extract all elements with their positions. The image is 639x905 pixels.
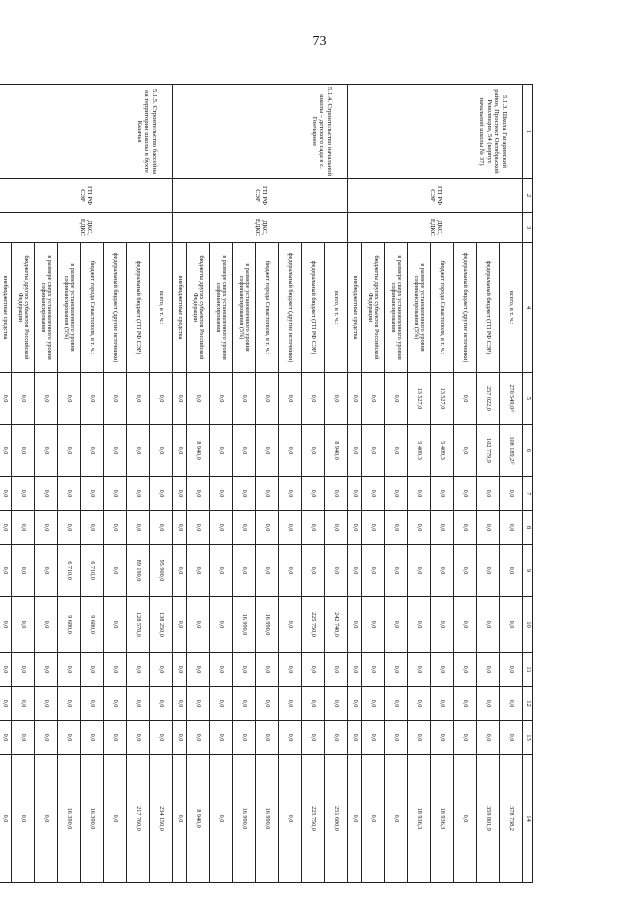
amount-cell: 138 250,0 — [150, 597, 173, 653]
amount-cell: 0,0 — [302, 721, 325, 755]
amount-cell: 0,0 — [210, 511, 233, 545]
amount-cell: 8 940,0 — [187, 425, 210, 477]
amount-cell: 0,0 — [150, 373, 173, 425]
amount-cell: 0,0 — [210, 597, 233, 653]
amount-cell: 0,0 — [233, 545, 256, 597]
amount-cell: 0,0 — [35, 425, 58, 477]
amount-cell: 0,0 — [173, 511, 187, 545]
amount-cell: 0,0 — [104, 545, 127, 597]
amount-cell: 0,0 — [35, 597, 58, 653]
amount-cell: 242 740,0 — [325, 597, 348, 653]
amount-cell: 0,0 — [431, 597, 454, 653]
amount-cell: 0,0 — [325, 477, 348, 511]
amount-cell: 0,0 — [477, 597, 500, 653]
amount-cell: 0,0 — [0, 425, 12, 477]
funding-source-cell: внебюджетные средства — [0, 243, 12, 373]
funding-source-cell: бюджет города Севастополя, в т. ч.: — [431, 243, 454, 373]
amount-cell: 0,0 — [0, 477, 12, 511]
amount-cell: 0,0 — [0, 597, 12, 653]
amount-cell: 0,0 — [302, 687, 325, 721]
amount-cell: 0,0 — [173, 597, 187, 653]
amount-cell: 0,0 — [150, 721, 173, 755]
amount-cell: 0,0 — [348, 755, 362, 883]
amount-cell: 0,0 — [0, 373, 12, 425]
amount-cell: 0,0 — [500, 511, 523, 545]
amount-cell: 5 409,3 — [408, 425, 431, 477]
amount-cell: 16 990,0 — [233, 755, 256, 883]
amount-cell: 0,0 — [173, 545, 187, 597]
amount-cell: 0,0 — [385, 477, 408, 511]
amount-cell: 0,0 — [35, 511, 58, 545]
funding-source-cell: бюджет города Севастополя, в т. ч.: — [81, 243, 104, 373]
header-cell: 12 — [523, 687, 533, 721]
amount-cell: 0,0 — [187, 597, 210, 653]
amount-cell: 0,0 — [233, 687, 256, 721]
executor-cell: ДКС, ЕДКС — [348, 213, 523, 243]
page-number: 73 — [312, 34, 327, 49]
amount-cell: 0,0 — [279, 425, 302, 477]
amount-cell: 0,0 — [500, 687, 523, 721]
amount-cell: 0,0 — [127, 687, 150, 721]
header-cell: 5 — [523, 373, 533, 425]
header-cell: 13 — [523, 721, 533, 755]
amount-cell: 0,0 — [233, 653, 256, 687]
amount-cell: 0,0 — [35, 373, 58, 425]
funding-source-cell: внебюджетные средства — [348, 243, 362, 373]
amount-cell: 0,0 — [127, 653, 150, 687]
amount-cell: 89 190,0 — [127, 545, 150, 597]
amount-cell: 13 527,0 — [408, 373, 431, 425]
header-cell: 7 — [523, 477, 533, 511]
amount-cell: 108 189,2²⁾ — [500, 425, 523, 477]
funding-source-cell: федеральный бюджет (другие источники) — [454, 243, 477, 373]
header-cell: 10 — [523, 597, 533, 653]
amount-cell: 0,0 — [233, 373, 256, 425]
amount-cell: 0,0 — [12, 755, 35, 883]
amount-cell: 0,0 — [362, 545, 385, 597]
amount-cell: 0,0 — [104, 721, 127, 755]
amount-cell: 0,0 — [454, 653, 477, 687]
amount-cell: 8 940,0 — [325, 425, 348, 477]
amount-cell: 0,0 — [81, 653, 104, 687]
amount-cell: 217 760,0 — [127, 755, 150, 883]
amount-cell: 0,0 — [325, 373, 348, 425]
funding-source-cell: федеральный бюджет (ГП РФ СЭР) — [477, 243, 500, 373]
amount-cell: 0,0 — [81, 721, 104, 755]
amount-cell: 0,0 — [256, 477, 279, 511]
item-name-cell: 5.1.3. Школа Гагаринский район, Проспект Октябрьской Революции, 54 (корпус начальной школы № 37) — [348, 85, 523, 179]
amount-cell: 0,0 — [12, 653, 35, 687]
amount-cell: 0,0 — [348, 511, 362, 545]
amount-cell: 16 990,0 — [256, 597, 279, 653]
amount-cell: 0,0 — [210, 721, 233, 755]
amount-cell: 0,0 — [210, 545, 233, 597]
amount-cell: 102 779,9 — [477, 425, 500, 477]
amount-cell: 0,0 — [454, 755, 477, 883]
amount-cell: 0,0 — [477, 477, 500, 511]
amount-cell: 0,0 — [454, 545, 477, 597]
amount-cell: 0,0 — [150, 653, 173, 687]
amount-cell: 0,0 — [348, 545, 362, 597]
amount-cell: 0,0 — [302, 373, 325, 425]
amount-cell: 0,0 — [12, 425, 35, 477]
amount-cell: 0,0 — [302, 653, 325, 687]
amount-cell: 0,0 — [173, 721, 187, 755]
amount-cell: 0,0 — [325, 545, 348, 597]
amount-cell: 0,0 — [408, 477, 431, 511]
amount-cell: 0,0 — [104, 687, 127, 721]
amount-cell: 0,0 — [302, 425, 325, 477]
column-number-row — [523, 85, 533, 883]
amount-cell: 0,0 — [348, 687, 362, 721]
amount-cell: 0,0 — [431, 511, 454, 545]
amount-cell: 0,0 — [362, 755, 385, 883]
amount-cell: 0,0 — [477, 545, 500, 597]
amount-cell: 0,0 — [385, 721, 408, 755]
amount-cell: 0,0 — [279, 373, 302, 425]
amount-cell: 0,0 — [279, 597, 302, 653]
amount-cell: 0,0 — [104, 511, 127, 545]
amount-cell: 0,0 — [454, 721, 477, 755]
amount-cell: 0,0 — [35, 755, 58, 883]
amount-cell: 0,0 — [477, 653, 500, 687]
amount-cell: 0,0 — [385, 511, 408, 545]
amount-cell: 0,0 — [256, 373, 279, 425]
amount-cell: 0,0 — [279, 511, 302, 545]
amount-cell: 0,0 — [12, 687, 35, 721]
amount-cell: 0,0 — [431, 721, 454, 755]
amount-cell: 0,0 — [104, 597, 127, 653]
program-cell: ГП РФ СЭР — [348, 179, 523, 213]
amount-cell: 0,0 — [279, 755, 302, 883]
amount-cell: 0,0 — [256, 687, 279, 721]
amount-cell: 0,0 — [58, 653, 81, 687]
program-cell: ГП РФ СЭР — [173, 179, 348, 213]
header-cell: 9 — [523, 545, 533, 597]
amount-cell: 0,0 — [279, 477, 302, 511]
amount-cell: 0,0 — [233, 477, 256, 511]
amount-cell: 0,0 — [173, 653, 187, 687]
funding-source-cell: бюджеты других субъектов Российской Федерации — [362, 243, 385, 373]
amount-cell: 0,0 — [127, 511, 150, 545]
amount-cell: 0,0 — [0, 721, 12, 755]
amount-cell: 16 990,0 — [233, 597, 256, 653]
funding-source-cell: всего, в т. ч.: — [150, 243, 173, 373]
amount-cell: 378 738,2 — [500, 755, 523, 883]
funding-source-cell: федеральный бюджет (другие источники) — [279, 243, 302, 373]
amount-cell: 0,0 — [210, 687, 233, 721]
amount-cell: 0,0 — [325, 653, 348, 687]
funding-source-cell: всего, в т. ч.: — [325, 243, 348, 373]
amount-cell: 95 900,0 — [150, 545, 173, 597]
amount-cell: 0,0 — [454, 687, 477, 721]
amount-cell: 0,0 — [173, 477, 187, 511]
amount-cell: 0,0 — [500, 545, 523, 597]
header-cell: 14 — [523, 755, 533, 883]
amount-cell: 0,0 — [81, 373, 104, 425]
amount-cell: 0,0 — [35, 687, 58, 721]
amount-cell: 0,0 — [150, 511, 173, 545]
table-row — [325, 85, 348, 883]
amount-cell: 0,0 — [385, 597, 408, 653]
amount-cell: 0,0 — [187, 687, 210, 721]
amount-cell: 0,0 — [210, 477, 233, 511]
amount-cell: 0,0 — [0, 653, 12, 687]
table-row — [150, 85, 173, 883]
amount-cell: 0,0 — [0, 545, 12, 597]
amount-cell: 0,0 — [348, 653, 362, 687]
header-cell: 2 — [523, 179, 533, 213]
amount-cell: 0,0 — [279, 545, 302, 597]
amount-cell: 0,0 — [408, 721, 431, 755]
amount-cell: 0,0 — [0, 511, 12, 545]
amount-cell: 0,0 — [348, 477, 362, 511]
amount-cell: 18 936,3 — [408, 755, 431, 883]
amount-cell: 18 936,3 — [431, 755, 454, 883]
funding-source-cell: в размере сверх установленного уровня софинансирования — [210, 243, 233, 373]
amount-cell: 0,0 — [210, 755, 233, 883]
amount-cell: 0,0 — [104, 477, 127, 511]
amount-cell: 0,0 — [127, 477, 150, 511]
amount-cell: 0,0 — [256, 653, 279, 687]
amount-cell: 0,0 — [279, 721, 302, 755]
amount-cell: 0,0 — [385, 425, 408, 477]
amount-cell: 0,0 — [127, 373, 150, 425]
amount-cell: 0,0 — [12, 511, 35, 545]
amount-cell: 251 680,0 — [325, 755, 348, 883]
amount-cell: 225 750,0 — [302, 597, 325, 653]
amount-cell: 0,0 — [454, 511, 477, 545]
amount-cell: 16 390,0 — [81, 755, 104, 883]
rotated-table-container — [1, 84, 533, 882]
funding-source-cell: федеральный бюджет (ГП РФ СЭР) — [302, 243, 325, 373]
amount-cell: 0,0 — [12, 597, 35, 653]
amount-cell: 0,0 — [431, 477, 454, 511]
amount-cell: 0,0 — [385, 755, 408, 883]
amount-cell: 0,0 — [385, 653, 408, 687]
amount-cell: 0,0 — [173, 373, 187, 425]
amount-cell: 0,0 — [233, 511, 256, 545]
amount-cell: 0,0 — [408, 653, 431, 687]
header-cell: 1 — [523, 85, 533, 179]
amount-cell: 0,0 — [431, 687, 454, 721]
item-name-cell: 5.1.5. Строительство бассейна на территории школы в бухте Казачья — [0, 85, 173, 179]
amount-cell: 0,0 — [256, 545, 279, 597]
amount-cell: 0,0 — [150, 425, 173, 477]
amount-cell: 0,0 — [500, 721, 523, 755]
amount-cell: 0,0 — [150, 477, 173, 511]
amount-cell: 9 680,0 — [58, 597, 81, 653]
amount-cell: 0,0 — [35, 545, 58, 597]
amount-cell: 0,0 — [408, 597, 431, 653]
amount-cell: 0,0 — [256, 511, 279, 545]
amount-cell: 0,0 — [279, 687, 302, 721]
amount-cell: 0,0 — [500, 597, 523, 653]
amount-cell: 0,0 — [104, 653, 127, 687]
amount-cell: 0,0 — [408, 545, 431, 597]
amount-cell: 0,0 — [362, 477, 385, 511]
amount-cell: 0,0 — [500, 477, 523, 511]
amount-cell: 0,0 — [35, 721, 58, 755]
amount-cell: 0,0 — [256, 425, 279, 477]
amount-cell: 0,0 — [477, 687, 500, 721]
amount-cell: 0,0 — [233, 425, 256, 477]
amount-cell: 0,0 — [12, 721, 35, 755]
financing-table-area — [1, 84, 533, 882]
amount-cell: 0,0 — [150, 687, 173, 721]
amount-cell: 257 022,0 — [477, 373, 500, 425]
amount-cell: 0,0 — [302, 511, 325, 545]
funding-source-cell: в размере сверх установленного уровня софинансирования — [35, 243, 58, 373]
amount-cell: 0,0 — [256, 721, 279, 755]
amount-cell: 0,0 — [362, 425, 385, 477]
amount-cell: 234 150,0 — [150, 755, 173, 883]
table-row — [500, 85, 523, 883]
amount-cell: 0,0 — [362, 687, 385, 721]
amount-cell: 128 570,0 — [127, 597, 150, 653]
amount-cell: 5 409,3 — [431, 425, 454, 477]
executor-cell: ДКС, ЕДКС — [0, 213, 173, 243]
amount-cell: 0,0 — [187, 511, 210, 545]
funding-source-cell: внебюджетные средства — [173, 243, 187, 373]
funding-source-cell: бюджеты других субъектов Российской Федерации — [187, 243, 210, 373]
amount-cell: 359 801,9 — [477, 755, 500, 883]
amount-cell: 0,0 — [81, 425, 104, 477]
header-cell: 4 — [523, 243, 533, 373]
amount-cell: 0,0 — [325, 511, 348, 545]
funding-source-cell: бюджеты других субъектов Российской Федерации — [12, 243, 35, 373]
amount-cell: 0,0 — [35, 477, 58, 511]
funding-source-cell: всего, в т. ч.: — [500, 243, 523, 373]
amount-cell: 0,0 — [500, 653, 523, 687]
amount-cell: 0,0 — [0, 687, 12, 721]
amount-cell: 0,0 — [173, 687, 187, 721]
amount-cell: 0,0 — [325, 687, 348, 721]
amount-cell: 0,0 — [385, 373, 408, 425]
amount-cell: 0,0 — [187, 545, 210, 597]
amount-cell: 6 710,0 — [58, 545, 81, 597]
amount-cell: 0,0 — [477, 511, 500, 545]
amount-cell: 16 990,0 — [256, 755, 279, 883]
amount-cell: 0,0 — [104, 373, 127, 425]
funding-source-cell: в размере установленного уровня софинансирования (5%) — [408, 243, 431, 373]
amount-cell: 0,0 — [362, 721, 385, 755]
amount-cell: 0,0 — [233, 721, 256, 755]
amount-cell: 0,0 — [35, 653, 58, 687]
amount-cell: 8 940,0 — [187, 755, 210, 883]
header-cell: 8 — [523, 511, 533, 545]
header-cell: 3 — [523, 213, 533, 243]
amount-cell: 0,0 — [454, 425, 477, 477]
amount-cell: 0,0 — [58, 511, 81, 545]
amount-cell: 0,0 — [302, 545, 325, 597]
amount-cell: 0,0 — [348, 425, 362, 477]
amount-cell: 0,0 — [348, 721, 362, 755]
amount-cell: 0,0 — [477, 721, 500, 755]
amount-cell: 13 527,0 — [431, 373, 454, 425]
item-name-cell: 5.1.4. Строительство начальной школы – детского сада в с. Гончарное — [173, 85, 348, 179]
amount-cell: 0,0 — [362, 511, 385, 545]
amount-cell: 0,0 — [0, 755, 12, 883]
amount-cell: 0,0 — [173, 425, 187, 477]
amount-cell: 0,0 — [279, 653, 302, 687]
amount-cell: 0,0 — [348, 373, 362, 425]
amount-cell: 0,0 — [210, 653, 233, 687]
amount-cell: 0,0 — [58, 373, 81, 425]
amount-cell: 0,0 — [362, 373, 385, 425]
amount-cell: 0,0 — [104, 425, 127, 477]
amount-cell: 9 680,0 — [81, 597, 104, 653]
amount-cell: 0,0 — [408, 687, 431, 721]
amount-cell: 0,0 — [104, 755, 127, 883]
amount-cell: 0,0 — [58, 721, 81, 755]
amount-cell: 0,0 — [58, 477, 81, 511]
funding-source-cell: бюджет города Севастополя, в т. ч.: — [256, 243, 279, 373]
amount-cell: 0,0 — [348, 597, 362, 653]
amount-cell: 270 549,0¹⁾ — [500, 373, 523, 425]
funding-source-cell: в размере установленного уровня софинансирования (5%) — [233, 243, 256, 373]
amount-cell: 0,0 — [454, 597, 477, 653]
program-cell: ГП РФ СЭР — [0, 179, 173, 213]
amount-cell: 0,0 — [431, 545, 454, 597]
funding-source-cell: в размере сверх установленного уровня софинансирования — [385, 243, 408, 373]
amount-cell: 0,0 — [12, 545, 35, 597]
amount-cell: 0,0 — [81, 687, 104, 721]
table-body — [0, 85, 523, 883]
amount-cell: 225 750,0 — [302, 755, 325, 883]
amount-cell: 0,0 — [385, 687, 408, 721]
funding-source-cell: федеральный бюджет (ГП РФ СЭР) — [127, 243, 150, 373]
amount-cell: 0,0 — [408, 511, 431, 545]
header-cell: 11 — [523, 653, 533, 687]
funding-source-cell: в размере установленного уровня софинансирования (5%) — [58, 243, 81, 373]
amount-cell: 0,0 — [187, 373, 210, 425]
amount-cell: 0,0 — [187, 721, 210, 755]
executor-cell: ДКС, ЕДКС — [173, 213, 348, 243]
amount-cell: 16 390,0 — [58, 755, 81, 883]
amount-cell: 0,0 — [81, 511, 104, 545]
amount-cell: 6 710,0 — [81, 545, 104, 597]
amount-cell: 0,0 — [173, 755, 187, 883]
amount-cell: 0,0 — [187, 653, 210, 687]
amount-cell: 0,0 — [431, 653, 454, 687]
amount-cell: 0,0 — [187, 477, 210, 511]
amount-cell: 0,0 — [454, 373, 477, 425]
amount-cell: 0,0 — [12, 477, 35, 511]
amount-cell: 0,0 — [58, 687, 81, 721]
amount-cell: 0,0 — [454, 477, 477, 511]
amount-cell: 0,0 — [127, 721, 150, 755]
amount-cell: 0,0 — [58, 425, 81, 477]
amount-cell: 0,0 — [127, 425, 150, 477]
amount-cell: 0,0 — [325, 721, 348, 755]
amount-cell: 0,0 — [12, 373, 35, 425]
amount-cell: 0,0 — [81, 477, 104, 511]
amount-cell: 0,0 — [302, 477, 325, 511]
amount-cell: 0,0 — [210, 373, 233, 425]
amount-cell: 0,0 — [210, 425, 233, 477]
header-cell: 6 — [523, 425, 533, 477]
financing-table — [0, 84, 533, 883]
funding-source-cell: федеральный бюджет (другие источники) — [104, 243, 127, 373]
amount-cell: 0,0 — [362, 597, 385, 653]
amount-cell: 0,0 — [362, 653, 385, 687]
amount-cell: 0,0 — [385, 545, 408, 597]
